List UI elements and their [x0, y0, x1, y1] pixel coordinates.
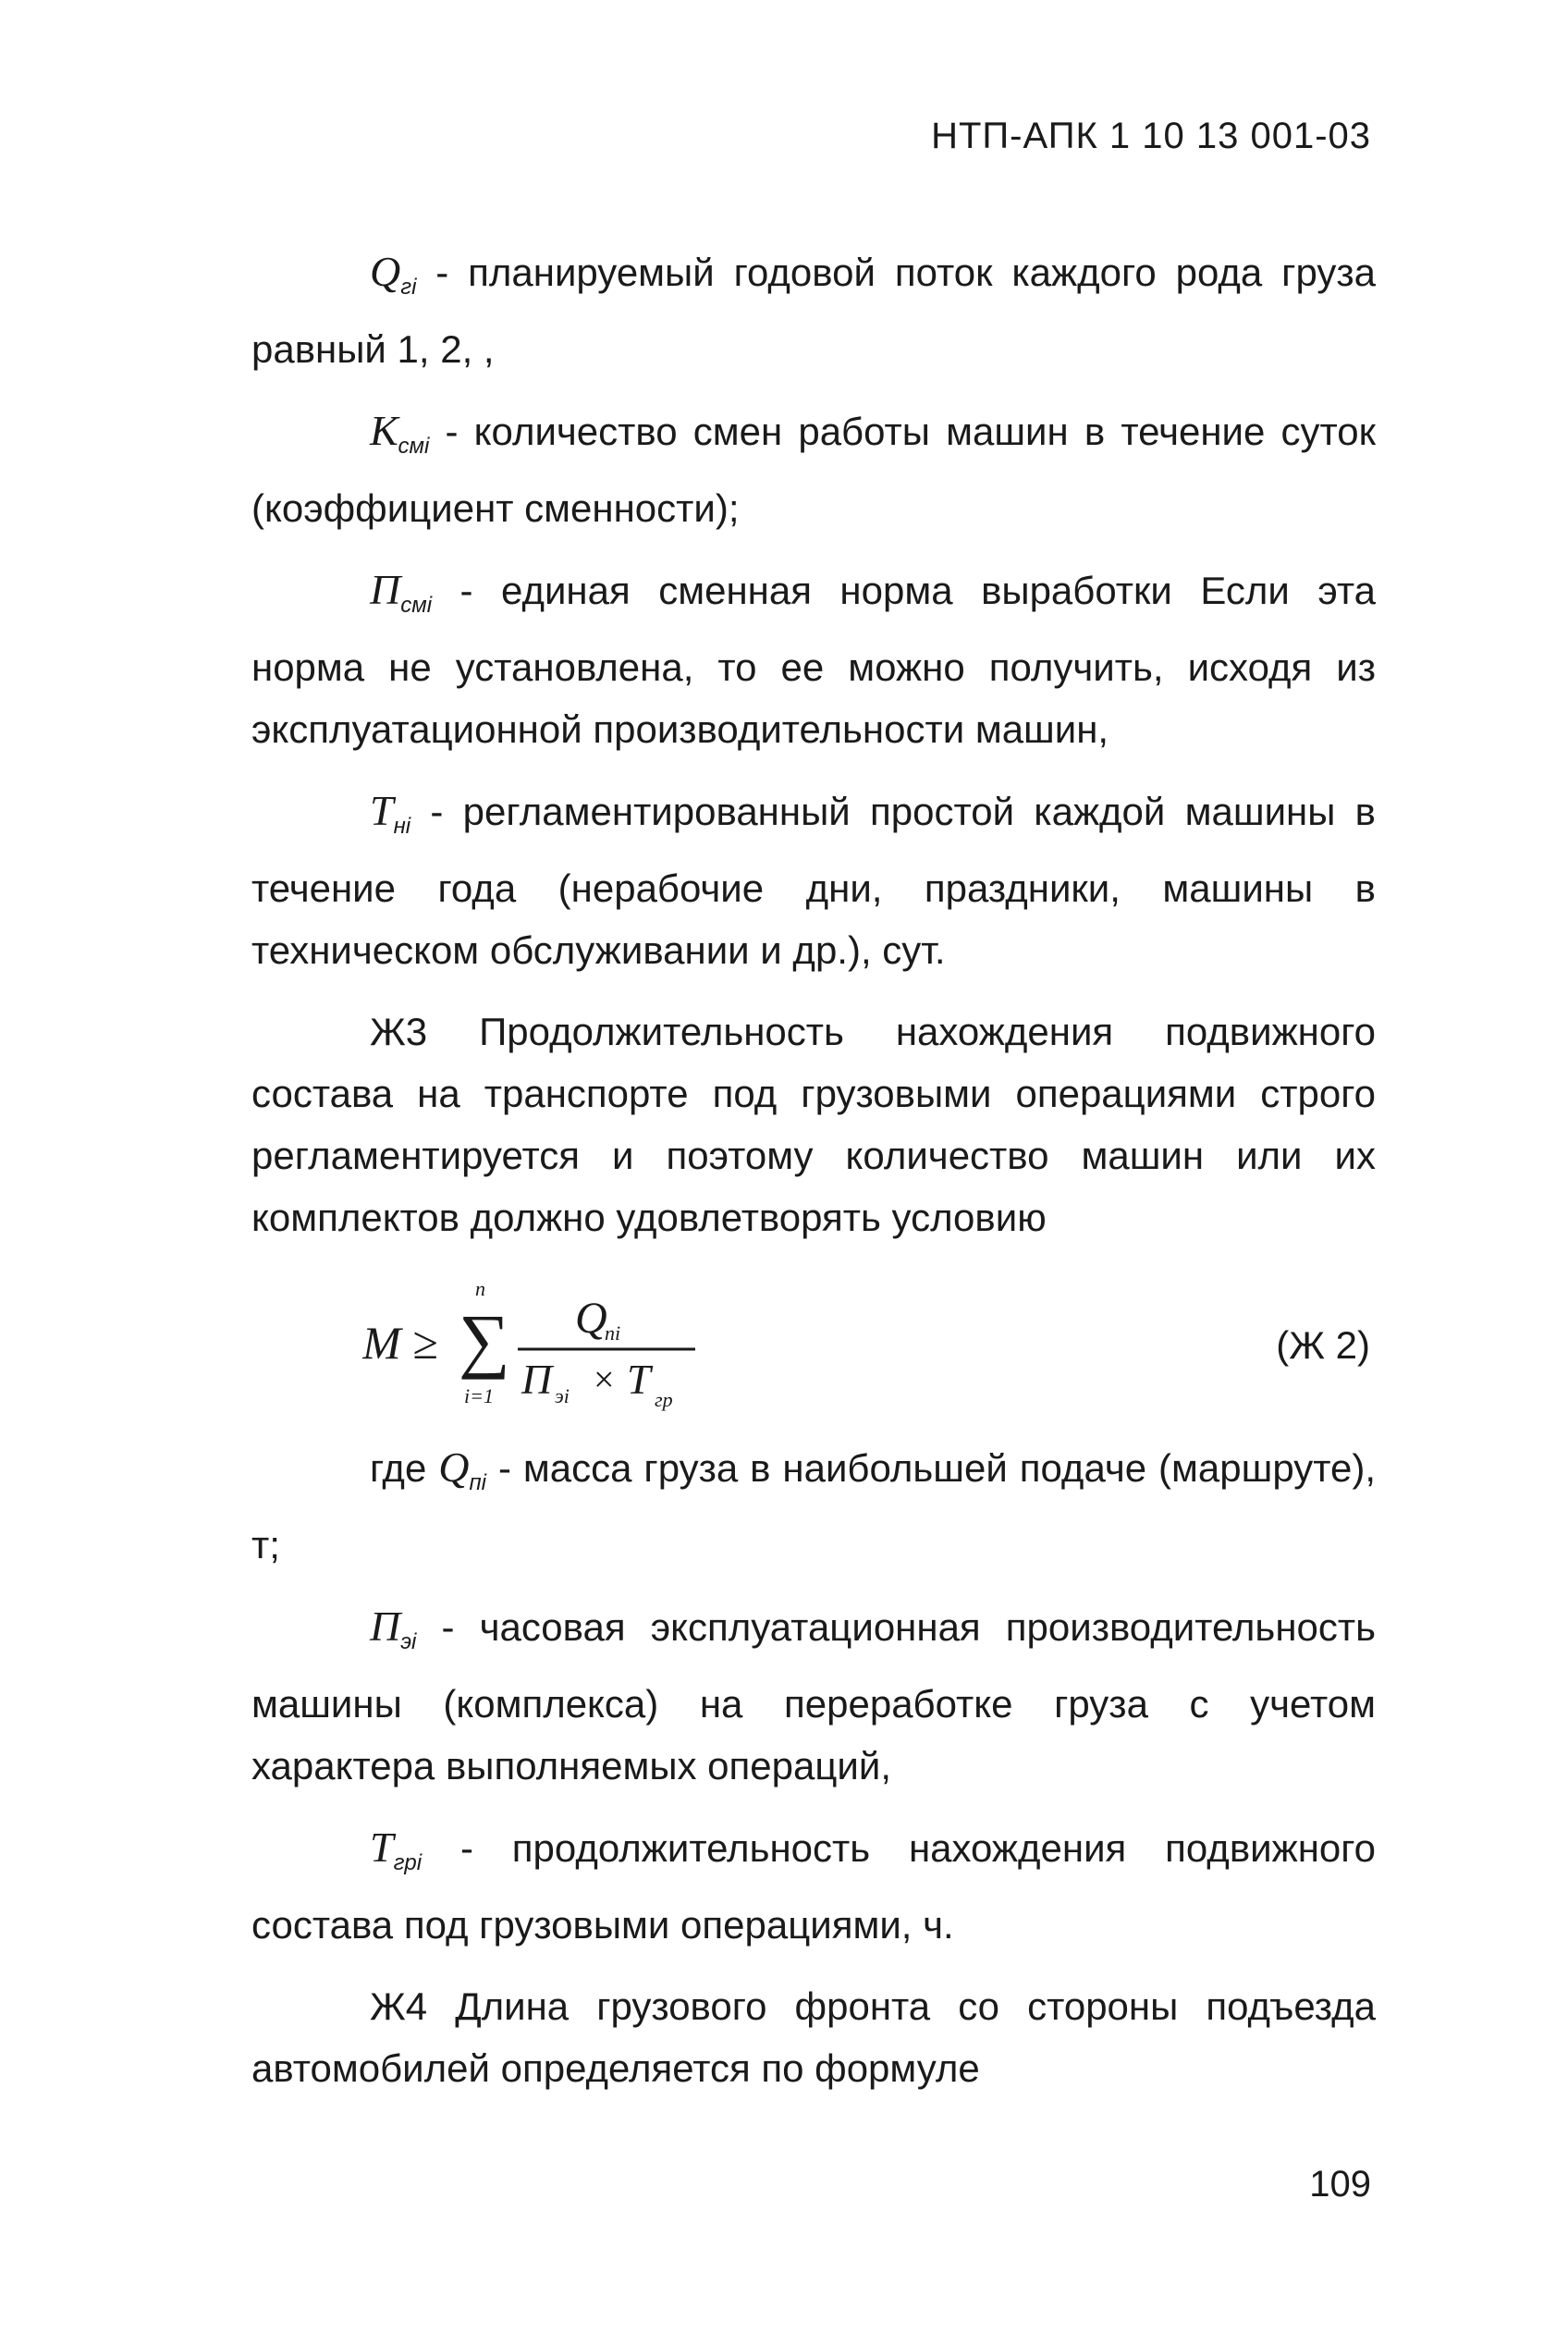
where-prefix: где — [370, 1446, 439, 1490]
sum-upper-limit: n — [475, 1277, 485, 1300]
symbol: К — [370, 407, 398, 454]
symbol-subscript: смi — [400, 593, 433, 618]
equation-number: (Ж 2) — [1276, 1323, 1370, 1367]
sum-sign: ∑ — [459, 1299, 510, 1380]
symbol-subscript: пi — [469, 1470, 487, 1495]
definition-text: - единая сменная норма выработки Если эта норма не установлена, то ее можно получить, исходя из эксплуатационной производительности машин, — [251, 569, 1376, 751]
page-number: 109 — [1309, 2164, 1371, 2205]
numerator-subscript: пi — [605, 1321, 621, 1345]
symbol: Т — [370, 1824, 394, 1871]
definition-text: - регламентированный простой каждой машины в течение года (нерабочие дни, праздники, машины в техническом обслуживании и др.), сут. — [251, 790, 1376, 972]
denominator-subscript-2: гр — [655, 1388, 673, 1411]
symbol-subscript: грi — [393, 1850, 423, 1875]
symbol: П — [370, 566, 401, 613]
numerator-symbol: Q — [575, 1294, 607, 1343]
definition-p-ei — [251, 1595, 1376, 1797]
definition-q-pi — [251, 1436, 1376, 1576]
symbol: П — [370, 1603, 401, 1650]
formula-lhs: M ≥ — [362, 1317, 438, 1369]
definition-text: - продолжительность нахождения подвижного состава под грузовыми операциями, ч. — [251, 1826, 1376, 1947]
section-zh3-paragraph: Ж3 Продолжительность нахождения подвижного состава на транспорте под грузовыми операциями строго регламентируется и поэтому количество машин или их комплектов должно удовлетворять условию — [251, 1010, 1376, 1239]
definition-p-smi — [251, 559, 1376, 760]
symbol-subscript: смi — [398, 434, 430, 459]
definition-q-gi — [251, 240, 1376, 380]
document-code-header: НТП-АПК 1 10 13 001-03 — [931, 116, 1371, 156]
symbol: Q — [438, 1443, 470, 1491]
definition-text: - количество смен работы машин в течение суток (коэффициент сменности); — [251, 410, 1376, 530]
sum-lower-limit: i=1 — [464, 1384, 494, 1407]
denominator-symbol-2: T — [627, 1356, 651, 1403]
times-sign: × — [594, 1358, 615, 1400]
symbol: Q — [370, 248, 401, 295]
definition-text: - часовая эксплуатационная производительность машины (комплекса) на переработке груза с учетом характера выполняемых операций, — [251, 1605, 1376, 1787]
formula-zh2 — [251, 1268, 1376, 1427]
definition-text: - масса груза в наибольшей подаче (маршруте), т; — [251, 1446, 1376, 1566]
formula-expression — [362, 1268, 880, 1427]
symbol-subscript: эi — [400, 1629, 417, 1654]
definition-t-ni — [251, 780, 1376, 981]
denominator-subscript-1: эi — [555, 1384, 570, 1407]
denominator-symbol-1: П — [521, 1356, 553, 1403]
section-zh4-paragraph: Ж4 Длина грузового фронта со стороны подъезда автомобилей определяется по формуле — [251, 1984, 1376, 2090]
symbol-subscript: нi — [393, 814, 411, 839]
symbol-subscript: гi — [400, 275, 417, 300]
definition-k-smi — [251, 399, 1376, 539]
definition-text: - планируемый годовой поток каждого рода груза равный 1, 2, , — [251, 251, 1376, 371]
symbol: Т — [370, 787, 394, 834]
definition-t-gri — [251, 1816, 1376, 1956]
page-body — [251, 240, 1376, 2119]
